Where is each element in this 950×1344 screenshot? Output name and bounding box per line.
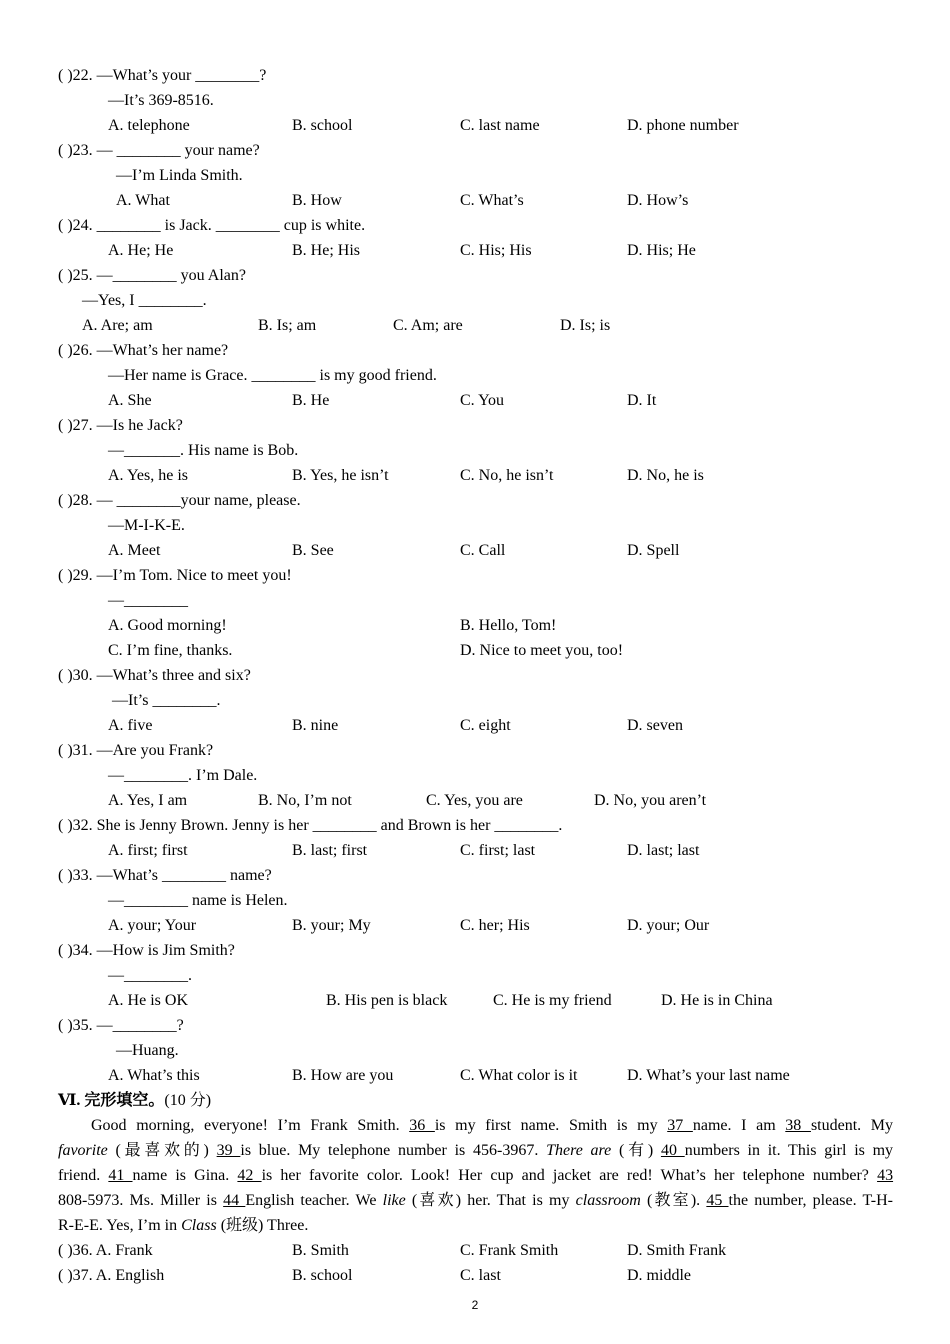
- q23-option-c: C. What’s: [460, 192, 524, 209]
- q25-option-d: D. Is; is: [560, 317, 611, 334]
- q27-option-b: B. Yes, he isn’t: [292, 467, 389, 484]
- q31-option-d: D. No, you aren’t: [594, 792, 707, 809]
- blank-43: 43: [877, 1167, 894, 1184]
- q30-option-d: D. seven: [627, 717, 683, 734]
- q24-option-c: C. His; His: [460, 242, 532, 259]
- q30-reply: —It’s ________.: [112, 692, 221, 709]
- q30-option-a: A. five: [108, 717, 153, 734]
- passage-text: like: [382, 1192, 406, 1209]
- q34-option-d: D. He is in China: [661, 992, 773, 1009]
- q33-stem: ( )33. —What’s ________ name?: [58, 867, 272, 884]
- q28-option-d: D. Spell: [627, 542, 680, 559]
- q36-option-b: B. Smith: [292, 1242, 349, 1259]
- q31-option-c: C. Yes, you are: [426, 792, 523, 809]
- q32-stem: ( )32. She is Jenny Brown. Jenny is her ________ and Brown is her ________.: [58, 817, 563, 834]
- q32-option-b: B. last; first: [292, 842, 368, 859]
- q23-option-a: A. What: [116, 192, 170, 209]
- passage-text: There are: [546, 1142, 612, 1159]
- blank-37: 37: [667, 1117, 693, 1134]
- q35-option-c: C. What color is it: [460, 1067, 578, 1084]
- q34-stem: ( )34. —How is Jim Smith?: [58, 942, 235, 959]
- q22-option-a: A. telephone: [108, 117, 190, 134]
- passage-text: (有): [619, 1142, 654, 1159]
- q33-reply: —________ name is Helen.: [108, 892, 288, 909]
- q26-option-b: B. He: [292, 392, 330, 409]
- q35-option-d: D. What’s your last name: [627, 1067, 790, 1084]
- q23-option-d: D. How’s: [627, 192, 689, 209]
- q24-option-a: A. He; He: [108, 242, 174, 259]
- q34-option-b: B. His pen is black: [326, 992, 448, 1009]
- q32-option-d: D. last; last: [627, 842, 700, 859]
- q28-reply: —M-I-K-E.: [108, 517, 185, 534]
- q26-reply: —Her name is Grace. ________ is my good friend.: [108, 367, 437, 384]
- q29-stem: ( )29. —I’m Tom. Nice to meet you!: [58, 567, 292, 584]
- q24-option-b: B. He; His: [292, 242, 360, 259]
- q22-option-d: D. phone number: [627, 117, 739, 134]
- q26-option-a: A. She: [108, 392, 152, 409]
- passage-text: R-E-E. Yes, I’m in: [58, 1217, 178, 1234]
- q25-stem: ( )25. —________ you Alan?: [58, 267, 246, 284]
- q28-option-c: C. Call: [460, 542, 506, 559]
- q29-reply: —________: [108, 592, 188, 609]
- q34-reply: —________.: [108, 967, 192, 984]
- q37-option-b: B. school: [292, 1267, 353, 1284]
- section-score: (10 分): [164, 1092, 212, 1109]
- passage-text: friend.: [58, 1167, 101, 1184]
- q37-option-c: C. last: [460, 1267, 501, 1284]
- passage-text: (喜欢) her. That is my: [411, 1192, 570, 1209]
- q26-stem: ( )26. —What’s her name?: [58, 342, 229, 359]
- passage-line-1: [58, 1116, 893, 1136]
- q23-option-b: B. How: [292, 192, 342, 209]
- q34-option-a: A. He is OK: [108, 992, 188, 1009]
- blank-36: 36: [409, 1117, 435, 1134]
- q29-option-b: B. Hello, Tom!: [460, 617, 557, 634]
- q23-reply: —I’m Linda Smith.: [116, 167, 243, 184]
- passage-text: Good morning, everyone! I’m Frank Smith.: [91, 1117, 400, 1134]
- q22-option-b: B. school: [292, 117, 353, 134]
- blank-40: 40: [660, 1142, 685, 1159]
- q27-reply: —_______. His name is Bob.: [108, 442, 299, 459]
- section-numeral: Ⅵ.: [58, 1092, 81, 1109]
- q22-reply: —It’s 369-8516.: [108, 92, 214, 109]
- q33-option-d: D. your; Our: [627, 917, 710, 934]
- q36-stem: ( )36. A. Frank: [58, 1242, 153, 1259]
- q32-option-c: C. first; last: [460, 842, 536, 859]
- q27-option-c: C. No, he isn’t: [460, 467, 554, 484]
- q32-option-a: A. first; first: [108, 842, 188, 859]
- q30-option-b: B. nine: [292, 717, 339, 734]
- q30-option-c: C. eight: [460, 717, 511, 734]
- passage-line-2: [58, 1141, 893, 1161]
- passage-text: name. I am: [692, 1117, 776, 1134]
- passage-text: (教室).: [647, 1192, 701, 1209]
- q28-option-b: B. See: [292, 542, 334, 559]
- passage-text: Class: [181, 1217, 217, 1234]
- passage-text: is her favorite color. Look! Her cup and jacket are red! What’s her telephone number?: [261, 1167, 869, 1184]
- q27-option-d: D. No, he is: [627, 467, 704, 484]
- passage-text: 808-5973. Ms. Miller is: [58, 1192, 217, 1209]
- q28-option-a: A. Meet: [108, 542, 161, 559]
- q27-stem: ( )27. —Is he Jack?: [58, 417, 183, 434]
- q29-option-a: A. Good morning!: [108, 617, 227, 634]
- q26-option-c: C. You: [460, 392, 505, 409]
- section-title: 完形填空。: [84, 1092, 165, 1109]
- q36-option-d: D. Smith Frank: [627, 1242, 727, 1259]
- q28-stem: ( )28. — ________your name, please.: [58, 492, 301, 509]
- q36-option-c: C. Frank Smith: [460, 1242, 559, 1259]
- q26-option-d: D. It: [627, 392, 657, 409]
- q31-reply: —________. I’m Dale.: [108, 767, 258, 784]
- q25-reply: —Yes, I ________.: [82, 292, 207, 309]
- passage-text: name is Gina.: [132, 1167, 230, 1184]
- blank-42: 42: [237, 1167, 262, 1184]
- q25-option-a: A. Are; am: [82, 317, 153, 334]
- passage-text: classroom: [575, 1192, 641, 1209]
- q24-stem: ( )24. ________ is Jack. ________ cup is white.: [58, 217, 366, 234]
- blank-45: 45: [706, 1192, 729, 1209]
- passage-text: (最喜欢的): [115, 1142, 209, 1159]
- passage-text: is blue. My telephone number is 456-3967.: [240, 1142, 539, 1159]
- q37-stem: ( )37. A. English: [58, 1267, 165, 1284]
- q31-option-b: B. No, I’m not: [258, 792, 352, 809]
- q35-reply: —Huang.: [116, 1042, 179, 1059]
- q30-stem: ( )30. —What’s three and six?: [58, 667, 251, 684]
- q31-option-a: A. Yes, I am: [108, 792, 188, 809]
- q35-option-a: A. What’s this: [108, 1067, 200, 1084]
- passage-line-4: [58, 1191, 893, 1211]
- q33-option-c: C. her; His: [460, 917, 530, 934]
- q34-option-c: C. He is my friend: [493, 992, 612, 1009]
- blank-41: 41: [108, 1167, 133, 1184]
- q27-option-a: A. Yes, he is: [108, 467, 189, 484]
- q29-option-c: C. I’m fine, thanks.: [108, 642, 233, 659]
- passage-text: English teacher. We: [245, 1192, 377, 1209]
- q23-stem: ( )23. — ________ your name?: [58, 142, 260, 159]
- q33-option-a: A. your; Your: [108, 917, 197, 934]
- q29-option-d: D. Nice to meet you, too!: [460, 642, 624, 659]
- q35-stem: ( )35. —________?: [58, 1017, 184, 1034]
- q22-option-c: C. last name: [460, 117, 540, 134]
- blank-38: 38: [785, 1117, 811, 1134]
- blank-39: 39: [216, 1142, 241, 1159]
- q22-stem: ( )22. —What’s your ________?: [58, 67, 267, 84]
- q24-option-d: D. His; He: [627, 242, 696, 259]
- passage-text: the number, please. T-H-: [728, 1192, 894, 1209]
- passage-text: is my first name. Smith is my: [434, 1117, 658, 1134]
- passage-line-5: [58, 1216, 308, 1236]
- passage-text: numbers in it. This girl is my: [684, 1142, 894, 1159]
- q25-option-b: B. Is; am: [258, 317, 317, 334]
- passage-text: student. My: [810, 1117, 894, 1134]
- q35-option-b: B. How are you: [292, 1067, 394, 1084]
- q25-option-c: C. Am; are: [393, 317, 463, 334]
- blank-44: 44: [223, 1192, 246, 1209]
- page-number: 2: [471, 1298, 479, 1312]
- section-heading: [58, 1091, 211, 1111]
- passage-line-3: [58, 1166, 893, 1186]
- q31-stem: ( )31. —Are you Frank?: [58, 742, 214, 759]
- q33-option-b: B. your; My: [292, 917, 371, 934]
- passage-text: (班级) Three.: [220, 1217, 309, 1234]
- passage-text: favorite: [58, 1142, 108, 1159]
- q37-option-d: D. middle: [627, 1267, 691, 1284]
